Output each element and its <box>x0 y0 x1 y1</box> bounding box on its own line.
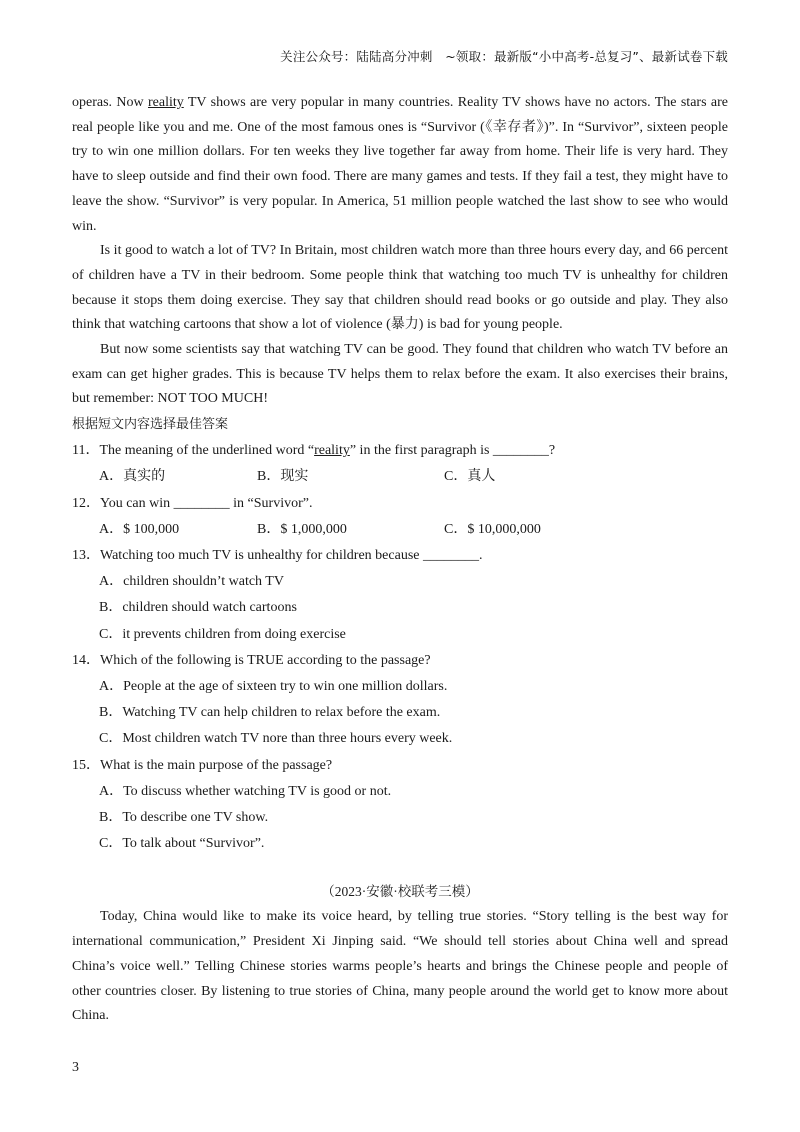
page-content <box>72 91 728 1029</box>
passage-paragraph-2: Is it good to watch a lot of TV? In Britain, most children watch more than three hours every day, and 66 percent of children have a TV in their bedroom. Some people think that watching too much TV is unhealthy for children because it stops them doing exercise. They say that children should read books or go outside and play. They also think that watching cartoons that show a lot of violence (暴力) is bad for young people. <box>72 243 728 333</box>
question-13: 13．Watching too much TV is unhealthy for children because ________. <box>72 547 483 563</box>
option-13-c: C．it prevents children from doing exercise <box>99 626 346 642</box>
option-15-c: C．To talk about “Survivor”. <box>99 836 265 852</box>
question-11-word: reality <box>314 443 350 459</box>
question-12-options <box>72 517 728 543</box>
passage-paragraph-1: operas. Now reality TV shows are very popular in many countries. Reality TV shows have no actors. The stars are real people like you and me. One of the most famous ones is “Survivor (《幸存者》)”. In “Survivor”, sixteen people try to win one million dollars. For ten weeks they live together far away from home. Their life is very hard. They have to sleep outside and find their own food. There are many games and tests. If they fail a test, they might have to leave the show. “Survivor” is very popular. In America, 51 million people watched the last show to see who would win. <box>72 95 728 234</box>
option-13-a: A．children shouldn’t watch TV <box>99 574 284 590</box>
page-header: 关注公众号：陆陆高分冲刺 ~领取：最新版“小中高考-总复习”、最新试卷下载 <box>280 49 728 64</box>
question-12: 12．You can win ________ in “Survivor”. <box>72 495 313 511</box>
option-12-a: A．$ 100,000 <box>99 521 180 537</box>
option-14-c: C．Most children watch TV nore than three hours every week. <box>99 731 453 747</box>
underlined-word: reality <box>148 95 184 110</box>
question-11-options <box>72 464 728 490</box>
option-11-a: A．真实的 <box>99 469 166 485</box>
option-11-c: C．真人 <box>444 469 496 485</box>
question-11: 11．The meaning of the underlined word “reality” in the first paragraph is ________? <box>72 443 556 459</box>
page-number: 3 <box>72 1060 79 1075</box>
question-15: 15．What is the main purpose of the passage? <box>72 757 333 773</box>
option-12-c: C．$ 10,000,000 <box>444 521 541 537</box>
option-13-b: B．children should watch cartoons <box>99 600 297 616</box>
option-14-b: B．Watching TV can help children to relax before the exam. <box>99 705 441 721</box>
passage-paragraph-3: But now some scientists say that watching TV can be good. They found that children who watch TV before an exam can get higher grades. This is because TV helps them to relax before the exam. It also exercises their brains, but remember: NOT TOO MUCH! <box>72 342 728 407</box>
option-15-b: B．To describe one TV show. <box>99 809 269 825</box>
source-label: （2023·安徽·校联考三模） <box>321 884 479 900</box>
option-12-b: B．$ 1,000,000 <box>257 521 347 537</box>
option-14-a: A．People at the age of sixteen try to win one million dollars. <box>99 678 448 694</box>
option-11-b: B．现实 <box>257 469 309 485</box>
instruction: 根据短文内容选择最佳答案 <box>72 417 229 433</box>
next-passage-paragraph-1: Today, China would like to make its voice heard, by telling true stories. “Story telling is the best way for international communication,” President Xi Jinping said. “We should tell stories about China well and spread China’s voice well.” Telling Chinese stories warms people’s hearts and brings the Chinese people and people of other countries closer. By listening to true stories of China, many people around the world get to know more about China. <box>72 909 728 1024</box>
option-15-a: A．To discuss whether watching TV is good or not. <box>99 783 392 799</box>
question-14: 14．Which of the following is TRUE according to the passage? <box>72 652 431 668</box>
